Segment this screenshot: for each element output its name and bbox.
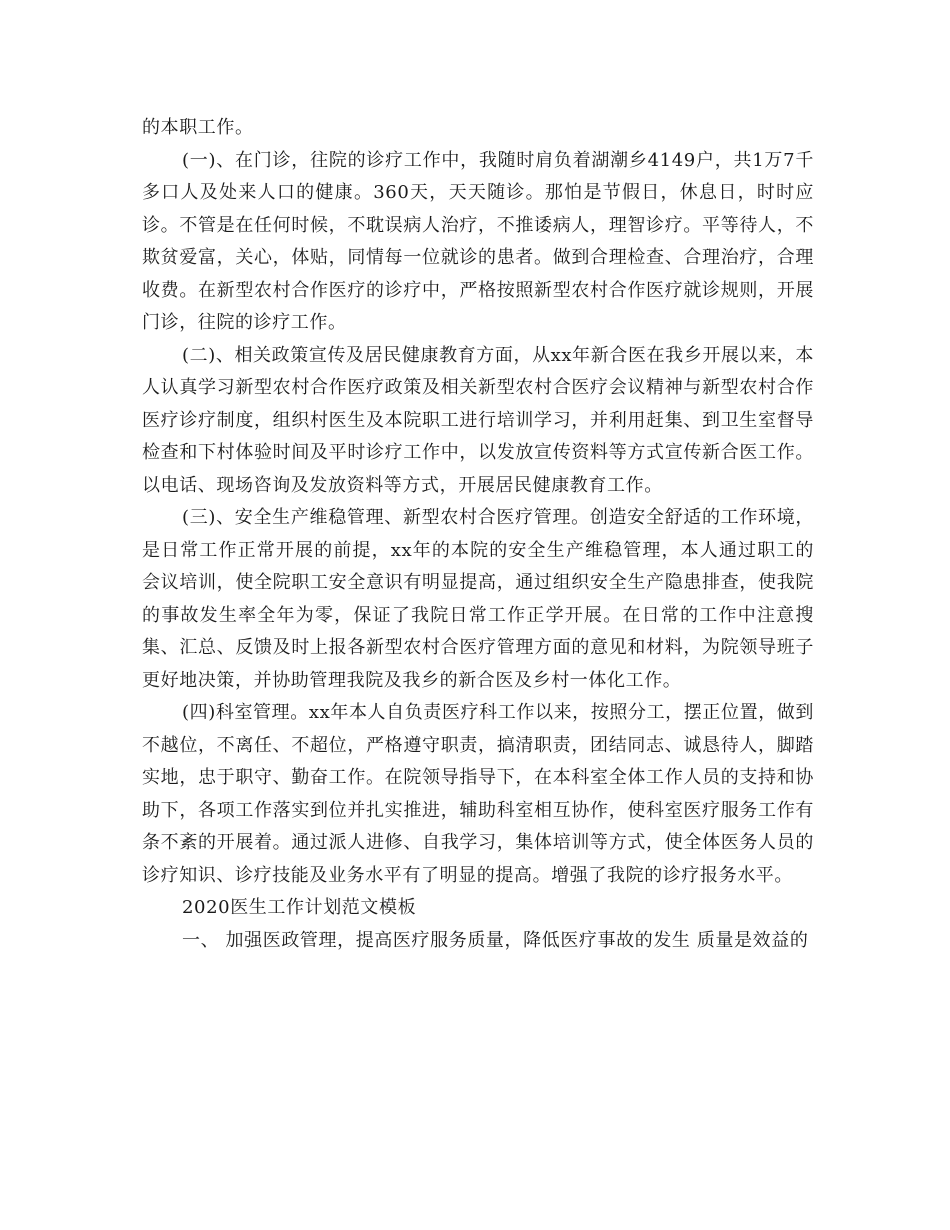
- paragraph-safety-management: (三)、安全生产维稳管理、新型农村合医疗管理。创造安全舒适的工作环境，是日常工作正常开展的前提，xx年的本院的安全生产维稳管理，本人通过职工的会议培训，使全院职工安全意识有明显提高，通过组织安全生产隐患排查，使我院的事故发生率全年为零，保证了我院日常工作正学开展。在日常的工作中注意搜集、汇总、反馈及时上报各新型农村合医疗管理方面的意见和材料，为院领导班子更好地决策，并协助管理我院及我乡的新合医及乡村一体化工作。: [142, 507, 814, 691]
- document-body: [142, 112, 814, 957]
- section-title: 2020医生工作计划范文模板: [182, 897, 417, 918]
- paragraph-policy-education: (二)、相关政策宣传及居民健康教育方面，从xx年新合医在我乡开展以来，本人认真学习新型农村合作医疗政策及相关新型农村合医疗会议精神与新型农村合作医疗诊疗制度，组织村医生及本院职工进行培训学习，并利用赶集、到卫生室督导检查和下村体验时间及平时诊疗工作中，以发放宣传资料等方式宣传新合医工作。以电话、现场咨询及发放资料等方式，开展居民健康教育工作。: [142, 344, 814, 496]
- paragraph-department-management: (四)科室管理。xx年本人自负责医疗科工作以来，按照分工，摆正位置，做到不越位，不离任、不超位，严格遵守职责，搞清职责，团结同志、诚恳待人，脚踏实地，忠于职守、勤奋工作。在院领导指导下，在本科室全体工作人员的支持和协助下，各项工作落实到位并扎实推进，辅助科室相互协作，使科室医疗服务工作有条不紊的开展着。通过派人进修、自我学习，集体培训等方式，使全体医务人员的诊疗知识、诊疗技能及业务水平有了明显的提高。增强了我院的诊疗报务水平。: [142, 702, 814, 886]
- paragraph-medical-administration: 一、 加强医政管理，提高医疗服务质量，降低医疗事故的发生 质量是效益的: [182, 929, 809, 951]
- paragraph-continuation: 的本职工作。: [142, 117, 254, 138]
- paragraph-outpatient: (一)、在门诊，往院的诊疗工作中，我随时肩负着湖潮乡4149户，共1万7千多口人及处来人口的健康。360天，天天随诊。那怕是节假日，休息日，时时应诊。不管是在任何时候，不耽误病人治疗，不推诿病人，理智诊疗。平等待人，不欺贫爱富，关心，体贴，同情每一位就诊的患者。做到合理检查、合理治疗，合理收费。在新型农村合作医疗的诊疗中，严格按照新型农村合作医疗就诊规则，开展门诊，往院的诊疗工作。: [142, 149, 814, 333]
